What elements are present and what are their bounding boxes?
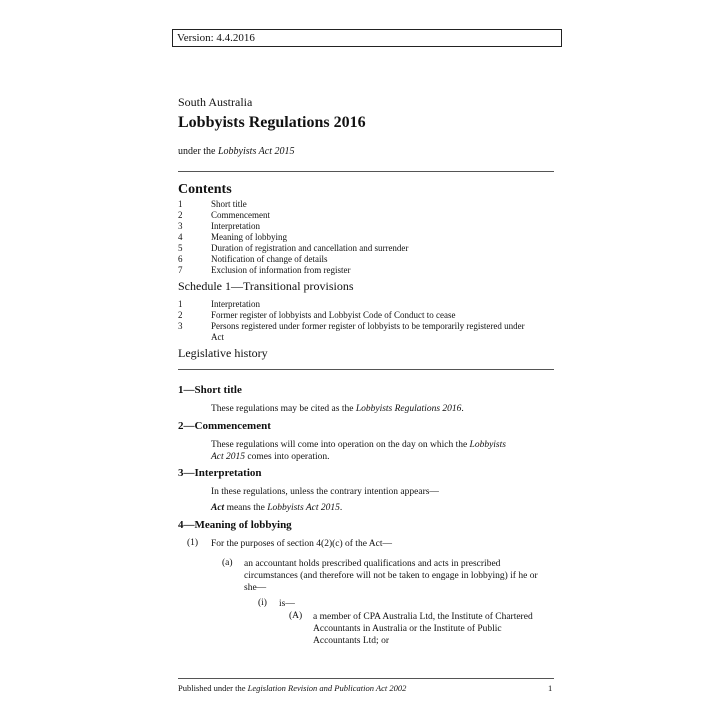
toc-number: 2: [178, 210, 183, 220]
jurisdiction: South Australia: [178, 95, 253, 109]
defined-term: Act: [211, 503, 225, 513]
toc-number: 2: [178, 310, 183, 320]
paragraph-label: (a): [222, 558, 233, 568]
definition-act: [211, 502, 342, 514]
sub-subparagraph-A-line2: Accountants in Australia or the Institute of Public: [313, 624, 502, 634]
toc-number: 6: [178, 254, 183, 264]
enabling-act-name: Lobbyists Act 2015: [218, 146, 295, 157]
toc-item-short-title[interactable]: Short title: [211, 199, 247, 209]
toc-number: 1: [178, 299, 183, 309]
contents-heading: Contents: [178, 182, 232, 197]
toc-item-duration[interactable]: Duration of registration and cancellation and surrender: [211, 243, 409, 253]
text-run-italic: Legislation Revision and Publication Act 2002: [247, 683, 407, 693]
footer-publication-note: [178, 683, 406, 693]
section-heading-commencement: 2—Commencement: [178, 420, 271, 432]
subparagraph-i-text: is—: [279, 599, 295, 609]
section-2-text-line2: [211, 451, 329, 463]
text-run-italic: Lobbyists Act 2015: [267, 503, 340, 513]
subsection-label: (1): [187, 538, 199, 548]
text-run: comes into operation.: [245, 452, 330, 462]
text-run: These regulations will come into operation on the day on which the: [211, 440, 470, 450]
toc-item-interpretation[interactable]: Interpretation: [211, 221, 260, 231]
page-number: 1: [548, 683, 553, 693]
text-run: These regulations may be cited as the: [211, 404, 356, 414]
section-3-text: In these regulations, unless the contrary intention appears—: [211, 487, 439, 497]
toc-item-meaning-of-lobbying[interactable]: Meaning of lobbying: [211, 232, 287, 242]
paragraph-a-line3: she—: [244, 583, 267, 593]
sub-subparagraph-A-line1: a member of CPA Australia Ltd, the Institute of Chartered: [313, 612, 533, 622]
toc-item-former-register[interactable]: Former register of lobbyists and Lobbyist Code of Conduct to cease: [211, 310, 456, 320]
subsection-1-text: For the purposes of section 4(2)(c) of the Act—: [211, 539, 392, 549]
toc-number: 4: [178, 232, 183, 242]
text-run: .: [339, 503, 343, 513]
version-box: Version: 4.4.2016: [172, 29, 562, 47]
toc-item-persons-registered-cont[interactable]: Act: [211, 332, 224, 342]
section-heading-short-title: 1—Short title: [178, 384, 242, 396]
section-1-text: [211, 403, 464, 415]
sub-subparagraph-A-line3: Accountants Ltd; or: [313, 636, 389, 646]
section-heading-interpretation: 3—Interpretation: [178, 467, 262, 479]
schedule-heading[interactable]: Schedule 1—Transitional provisions: [178, 279, 354, 293]
toc-number: 1: [178, 199, 183, 209]
enabling-act-line: [178, 146, 294, 157]
text-run: .: [461, 404, 464, 414]
text-run: Published under the: [178, 683, 248, 693]
divider: [178, 369, 554, 370]
toc-number: 5: [178, 243, 183, 253]
section-heading-meaning-of-lobbying: 4—Meaning of lobbying: [178, 519, 292, 531]
sub-subparagraph-label: (A): [289, 611, 303, 621]
toc-item-schedule-interpretation[interactable]: Interpretation: [211, 299, 260, 309]
footer-divider: [178, 678, 554, 679]
legislative-history-link[interactable]: Legislative history: [178, 346, 268, 360]
toc-item-exclusion[interactable]: Exclusion of information from register: [211, 265, 351, 275]
paragraph-a-line1: an accountant holds prescribed qualifications and acts in prescribed: [244, 559, 501, 569]
paragraph-a-line2: circumstances (and therefore will not be taken to engage in lobbying) if he or: [244, 571, 538, 581]
toc-item-commencement[interactable]: Commencement: [211, 210, 270, 220]
section-2-text-line1: [211, 439, 506, 451]
text-run: means the: [224, 503, 268, 513]
text-run-italic: Lobbyists Regulations 2016: [355, 404, 462, 414]
document-title: Lobbyists Regulations 2016: [178, 114, 366, 131]
toc-item-notification[interactable]: Notification of change of details: [211, 254, 328, 264]
toc-number: 7: [178, 265, 183, 275]
toc-item-persons-registered[interactable]: Persons registered under former register of lobbyists to be temporarily registered under: [211, 321, 525, 331]
divider: [178, 171, 554, 172]
toc-number: 3: [178, 321, 183, 331]
under-prefix: under the: [178, 146, 218, 157]
text-run-italic: Act 2015: [211, 452, 246, 462]
text-run-italic: Lobbyists: [469, 440, 506, 450]
toc-number: 3: [178, 221, 183, 231]
subparagraph-label: (i): [258, 598, 267, 608]
